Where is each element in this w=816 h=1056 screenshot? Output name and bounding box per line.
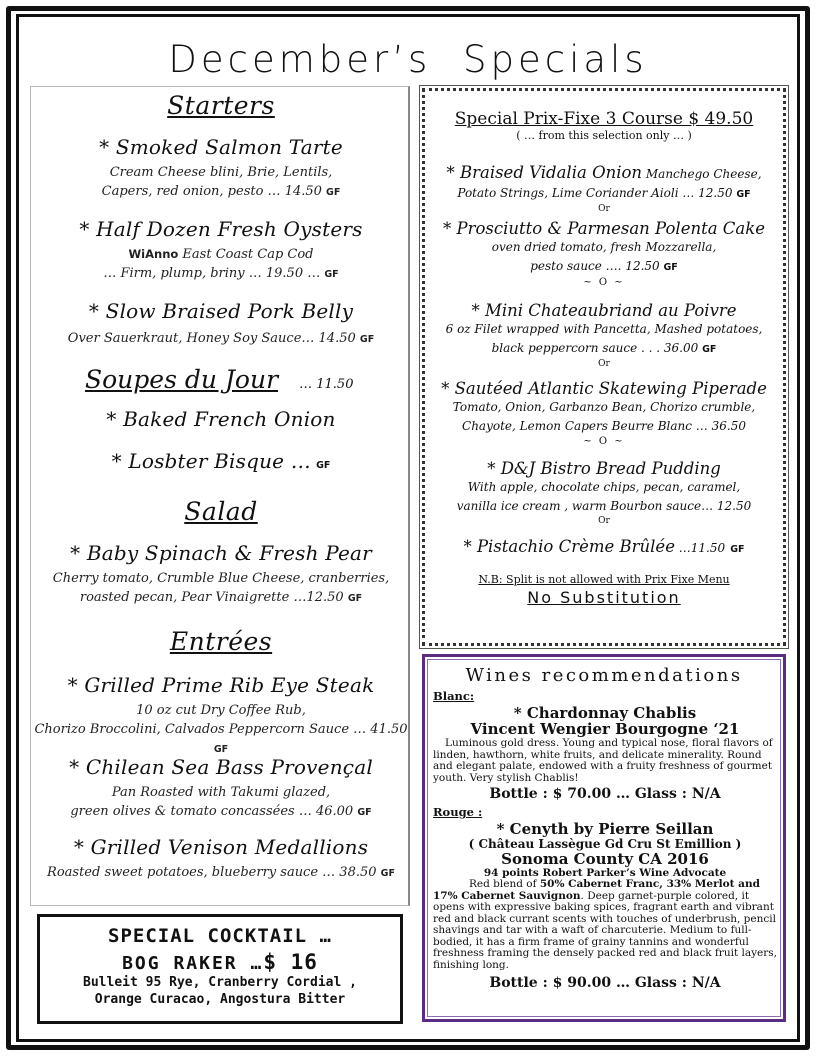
starters-heading: Starters <box>167 91 275 120</box>
menu-item-oysters <box>31 217 411 284</box>
separator: Or <box>598 359 610 369</box>
dish-desc: Cherry tomato, Crumble Blue Cheese, cranberries, <box>52 571 390 586</box>
cocktail-ingredients: Orange Curacao, Angostura Bitter <box>94 992 346 1007</box>
gf-badge: GF <box>663 262 678 273</box>
wine-name: Vincent Wengier Bourgogne ‘21 <box>470 720 740 738</box>
prix-fixe-title: Special Prix-Fixe 3 Course $ 49.50 ( … from this selection only … ) <box>425 109 783 142</box>
wine-label-rouge: Rouge : <box>433 805 483 819</box>
soupes-heading: Soupes du Jour … 11.50 <box>85 365 354 394</box>
prix-fixe-box <box>422 88 786 646</box>
cocktail-ingredients: Bulleit 95 Rye, Cranberry Cordial , <box>83 975 357 990</box>
separator: ~ O ~ <box>583 277 625 288</box>
menu-item-smoked-salmon <box>31 135 411 202</box>
dish-desc: green olives & tomato concassées … 46.00 GF <box>70 804 372 819</box>
prix-item-vidalia-onion: * Braised Vidalia Onion Manchego Cheese, Potato Strings, Lime Coriander Aioli … 12.50 GF Or <box>425 163 783 214</box>
separator: Or <box>598 204 610 214</box>
dish-desc: Capers, red onion, pesto … 14.50 GF <box>101 184 341 199</box>
gf-badge: GF <box>702 344 717 355</box>
dish-name: * Half Dozen Fresh Oysters <box>79 217 363 241</box>
cocktail-title: SPECIAL COCKTAIL … <box>108 925 332 947</box>
dish-name: * Smoked Salmon Tarte <box>99 135 343 159</box>
menu-item-lobster-bisque: * Losbter Bisque … GF <box>111 449 331 473</box>
wine-price: Bottle : $ 70.00 … Glass : N/A <box>489 786 721 802</box>
dish-desc: … Firm, plump, briny … 19.50 … GF <box>103 266 339 281</box>
no-substitution: No Substitution <box>527 588 681 607</box>
wine-label-blanc: Blanc: <box>433 689 475 703</box>
prix-item-bread-pudding: * D&J Bistro Bread Pudding With apple, chocolate chips, pecan, caramel, vanilla ice cream , warm Bourbon sauce… 12.50 Or <box>425 459 783 526</box>
wine-points: 94 points Robert Parker’s Wine Advocate <box>483 867 727 879</box>
prix-fixe-subtitle: ( … from this selection only … ) <box>516 129 692 142</box>
gf-badge: GF <box>326 187 341 198</box>
gf-badge: GF <box>736 189 751 200</box>
wine-name: Sonoma County CA 2016 <box>501 850 709 868</box>
dish-name: * Chilean Sea Bass Provençal <box>69 755 373 779</box>
dish-name: * Grilled Venison Medallions <box>73 835 369 859</box>
wine-rouge <box>433 821 777 991</box>
menu-item-spinach-pear <box>31 541 411 608</box>
dish-desc: Chorizo Broccolini, Calvados Peppercorn Sauce … 41.50 GF <box>34 722 408 755</box>
dish-desc: Roasted sweet potatoes, blueberry sauce … 38.50 GF <box>47 865 395 880</box>
entrees-heading: Entrées <box>169 627 273 656</box>
wine-price: Bottle : $ 90.00 … Glass : N/A <box>489 975 721 991</box>
menu-item-rib-eye <box>31 673 411 759</box>
wine-name: * Chardonnay Chablis <box>513 704 697 722</box>
gf-badge: GF <box>380 868 395 879</box>
wine-desc: Red blend of 50% Cabernet Franc, 33% Merlot and 17% Cabernet Sauvignon. Deep garnet-purple colored, it opens with expressive baking spices, fragrant earth and vibrant red and black currant scents with touches of underbrush, pencil shavings and tar with a waft of charcuterie. Medium to full-bodied, it has a firm frame of grainy tannins and wonderful freshness framing the densely packed red and black fruit layers, finishing long. <box>433 878 778 971</box>
wine-desc: Luminous gold dress. Young and typical nose, floral flavors of linden, hawthorn, white fruits, and delicate minerality. Round and elegant palate, endowed with a fruity freshness of gourmet youth. Very stylish Chablis! <box>433 737 773 784</box>
dish-desc: Pan Roasted with Takumi glazed, <box>111 785 331 800</box>
salad-heading: Salad <box>184 497 258 526</box>
separator: Or <box>598 516 610 526</box>
separator: ~ O ~ <box>583 436 625 447</box>
wine-name: ( Château Lassègue Gd Cru St Emillion ) <box>468 837 742 851</box>
gf-badge: GF <box>347 593 363 604</box>
wines-heading: Wines recommendations <box>465 665 743 686</box>
wine-name: * Cenyth by Pierre Seillan <box>496 820 714 838</box>
special-cocktail-box <box>37 914 403 1024</box>
wine-blanc <box>433 705 777 802</box>
dish-name: * Grilled Prime Rib Eye Steak <box>67 673 375 697</box>
left-column <box>30 86 410 906</box>
cocktail-price: $ 16 <box>263 950 318 974</box>
gf-badge: GF <box>730 544 745 555</box>
wines-box <box>422 654 786 1022</box>
prix-item-creme-brulee: * Pistachio Crème Brûlée …11.50 GF <box>463 537 745 556</box>
dish-name: * Baby Spinach & Fresh Pear <box>70 541 372 565</box>
soupes-price: … 11.50 <box>299 377 354 392</box>
dish-desc: Cream Cheese blini, Brie, Lentils, <box>109 165 333 180</box>
menu-item-pork-belly <box>31 299 411 349</box>
gf-badge: GF <box>359 334 375 345</box>
prix-item-skatewing: * Sautéed Atlantic Skatewing Piperade Tomato, Onion, Garbanzo Bean, Chorizo crumble, Chayote, Lemon Capers Beurre Blanc … 36.50 ~ O ~ <box>425 379 783 448</box>
page-title: December’s Specials <box>168 38 648 81</box>
menu-item-sea-bass <box>31 755 411 822</box>
dish-desc: roasted pecan, Pear Vinaigrette …12.50 GF <box>79 590 363 605</box>
gf-badge: GF <box>213 744 229 755</box>
menu-item-venison <box>31 835 411 883</box>
gf-badge: GF <box>357 807 372 818</box>
dish-name: * Slow Braised Pork Belly <box>88 299 354 323</box>
dish-desc: 10 oz cut Dry Coffee Rub, <box>136 703 306 718</box>
prix-item-chateaubriand: * Mini Chateaubriand au Poivre 6 oz Filet wrapped with Pancetta, Mashed potatoes, black peppercorn sauce . . . 36.00 GF Or <box>425 301 783 369</box>
menu-item-french-onion: * Baked French Onion <box>106 407 336 431</box>
dish-desc: Over Sauerkraut, Honey Soy Sauce… 14.50 GF <box>67 331 375 346</box>
prix-fixe-note: N.B: Split is not allowed with Prix Fixe Menu No Substitution <box>425 573 783 607</box>
dish-desc: WiAnno East Coast Cap Cod <box>128 247 314 262</box>
gf-badge: GF <box>324 269 339 280</box>
cocktail-name: BOG RAKER …$ 16 <box>122 950 318 974</box>
prix-item-polenta-cake: * Prosciutto & Parmesan Polenta Cake oven dried tomato, fresh Mozzarella, pesto sauce …. 12.50 GF ~ O ~ <box>425 219 783 289</box>
gf-badge: GF <box>316 460 331 471</box>
